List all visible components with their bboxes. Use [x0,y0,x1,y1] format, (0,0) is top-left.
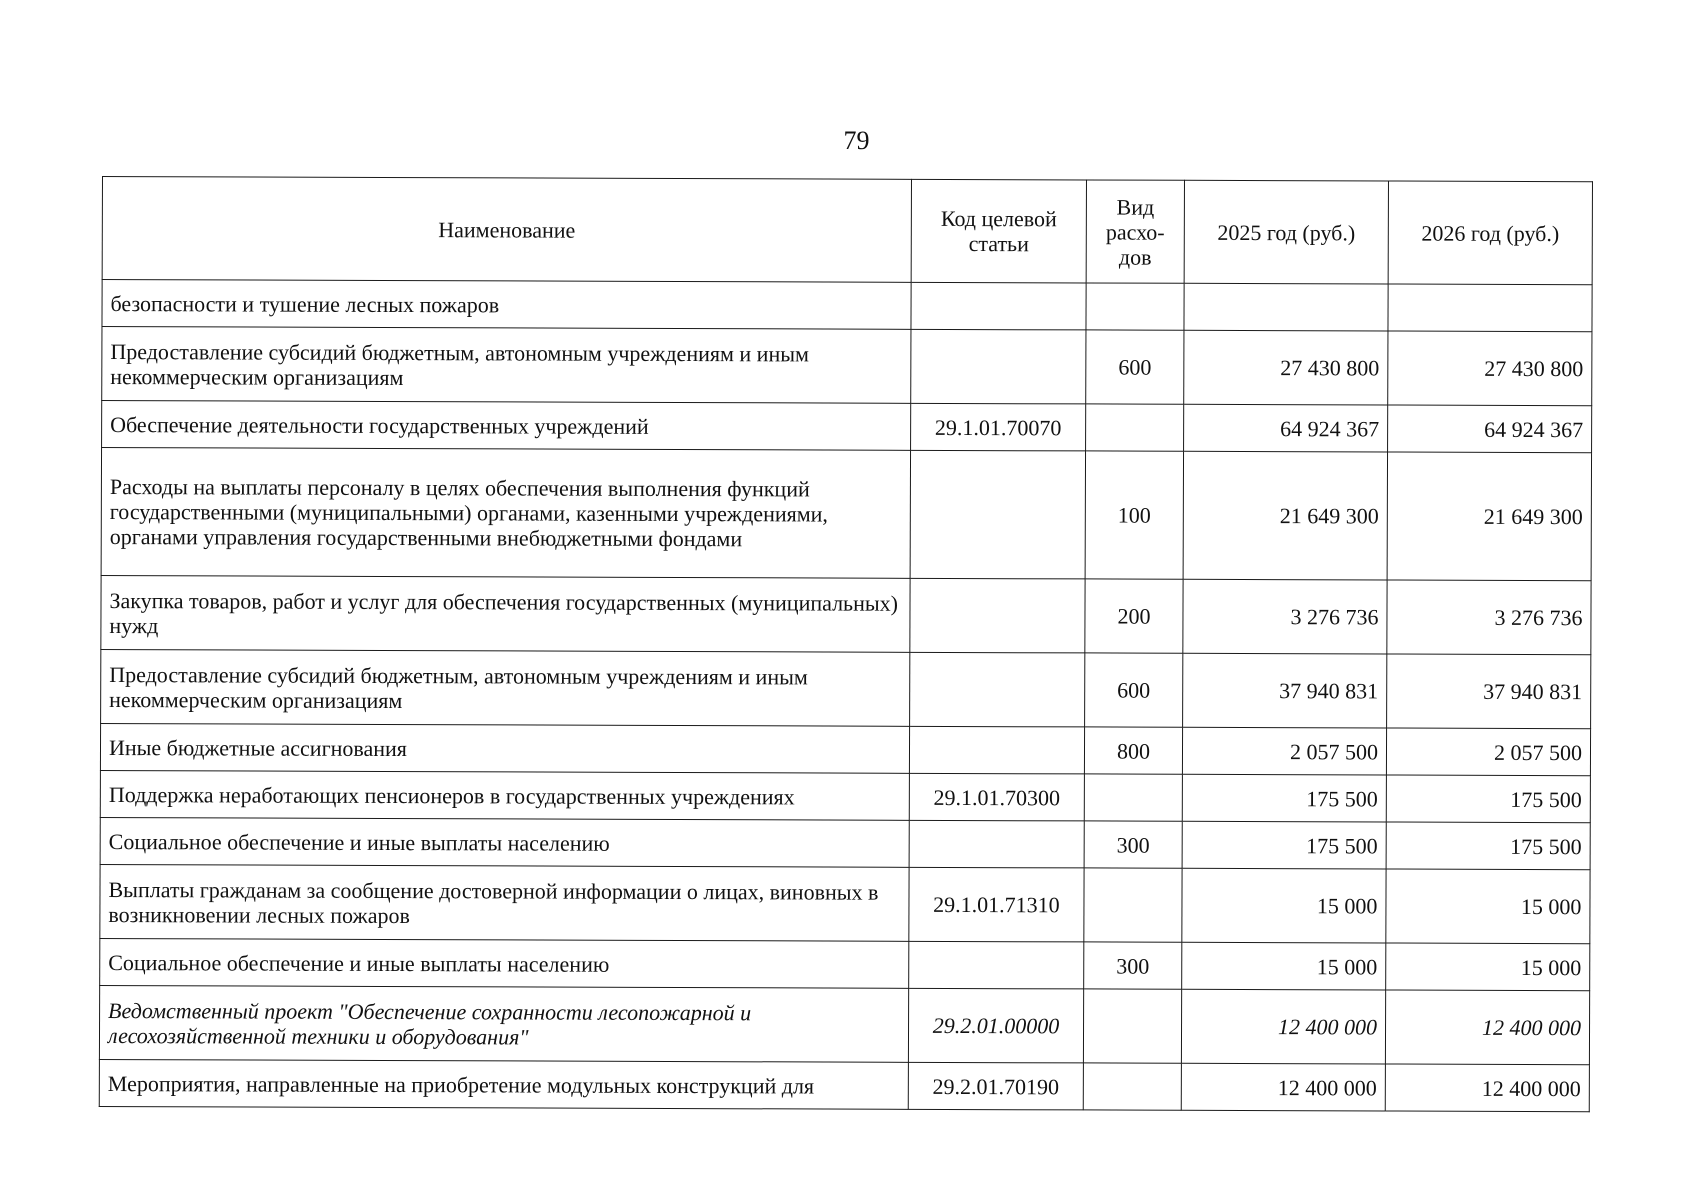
row-code [910,578,1085,653]
table-row [100,723,1590,775]
table-row-project [99,985,1589,1064]
header-name: Наименование [102,177,911,283]
row-amount-2025 [1184,283,1388,331]
row-code [909,726,1084,774]
row-name: безопасности и тушение лесных пожаров [102,280,911,330]
row-name: Обеспечение деятельности государственных учреждений [102,401,911,451]
header-vid: Вид расхо-дов [1086,180,1184,283]
row-amount-2025: 175 500 [1182,774,1386,822]
row-name: Предоставление субсидий бюджетным, автономным учреждениям и иным некоммерческим организациям [101,649,910,726]
row-name: Иные бюджетные ассигнования [100,723,909,773]
row-code [911,282,1086,330]
row-vid [1086,283,1184,330]
row-vid: 200 [1085,579,1183,653]
row-amount-2026: 37 940 831 [1387,654,1591,729]
row-code [911,329,1086,404]
row-amount-2026: 2 057 500 [1386,728,1590,776]
row-amount-2025: 3 276 736 [1183,579,1387,654]
row-vid [1083,1063,1181,1110]
row-vid: 300 [1084,942,1182,989]
row-amount-2026 [1388,284,1592,332]
row-amount-2026: 27 430 800 [1388,331,1592,406]
row-code: 29.1.01.70070 [911,403,1086,451]
table-row [100,864,1590,943]
page-number: 79 [843,126,870,155]
table-row [101,575,1591,654]
row-vid: 800 [1084,727,1182,774]
header-code: Код целевой статьи [911,179,1086,283]
row-amount-2025: 12 400 000 [1181,1063,1385,1111]
row-amount-2025: 12 400 000 [1181,989,1385,1064]
row-amount-2026: 15 000 [1386,943,1590,991]
row-vid: 100 [1085,451,1183,579]
header-year-2026: 2026 год (руб.) [1388,181,1592,285]
row-name: Закупка товаров, работ и услуг для обеспечения государственных (муниципальных) нужд [101,575,910,652]
row-amount-2026: 64 924 367 [1388,405,1592,453]
row-code [910,450,1085,579]
budget-table [99,176,1593,1112]
row-amount-2026: 3 276 736 [1387,580,1591,655]
header-year-2025: 2025 год (руб.) [1184,180,1388,284]
row-code: 29.1.01.70300 [909,773,1084,821]
row-code: 29.2.01.00000 [908,988,1083,1063]
table-row [102,327,1592,406]
row-name: Предоставление субсидий бюджетным, автономным учреждениям и иным некоммерческим организациям [102,327,911,404]
row-code [909,820,1084,868]
row-vid [1083,989,1181,1063]
row-name: Мероприятия, направленные на приобретение модульных конструкций для [99,1059,908,1109]
table-row [102,401,1592,453]
table-row [100,938,1590,990]
table-row [101,448,1591,581]
row-vid: 600 [1086,330,1184,404]
row-amount-2025: 27 430 800 [1184,330,1388,405]
table-row [99,1059,1589,1111]
row-name: Расходы на выплаты персоналу в целях обеспечения выполнения функций государственными (муниципальными) органами, казенными учреждениями, органами управления государственными внебюджетными фондами [101,448,910,579]
row-amount-2025: 21 649 300 [1183,451,1387,580]
row-name: Выплаты гражданам за сообщение достоверной информации о лицах, виновных в возникновении лесных пожаров [100,864,909,941]
row-amount-2026: 12 400 000 [1385,1064,1589,1112]
row-amount-2025: 2 057 500 [1182,727,1386,775]
row-amount-2026: 21 649 300 [1387,452,1591,581]
row-amount-2025: 15 000 [1182,942,1386,990]
row-amount-2026: 15 000 [1386,869,1590,944]
table-row [101,649,1591,728]
table-row [102,280,1592,332]
row-name: Поддержка неработающих пенсионеров в государственных учреждениях [100,770,909,820]
row-vid: 600 [1085,653,1183,727]
row-code: 29.1.01.71310 [909,867,1084,942]
row-amount-2026: 12 400 000 [1385,990,1589,1065]
row-code [910,652,1085,727]
row-code [909,941,1084,989]
row-vid [1086,404,1184,451]
row-amount-2026: 175 500 [1386,822,1590,870]
row-name: Ведомственный проект "Обеспечение сохранности лесопожарной и лесохозяйственной техники и оборудования" [99,985,908,1062]
row-amount-2026: 175 500 [1386,775,1590,823]
row-amount-2025: 37 940 831 [1183,653,1387,728]
row-name: Социальное обеспечение и иные выплаты населению [100,938,909,988]
row-name: Социальное обеспечение и иные выплаты населению [100,817,909,867]
row-amount-2025: 175 500 [1182,821,1386,869]
table-row [100,817,1590,869]
row-vid [1084,868,1182,942]
table-header-row [102,177,1592,285]
table-row [100,770,1590,822]
row-vid [1084,774,1182,821]
row-amount-2025: 15 000 [1182,868,1386,943]
row-amount-2025: 64 924 367 [1184,404,1388,452]
row-vid: 300 [1084,821,1182,868]
row-code: 29.2.01.70190 [908,1062,1083,1110]
